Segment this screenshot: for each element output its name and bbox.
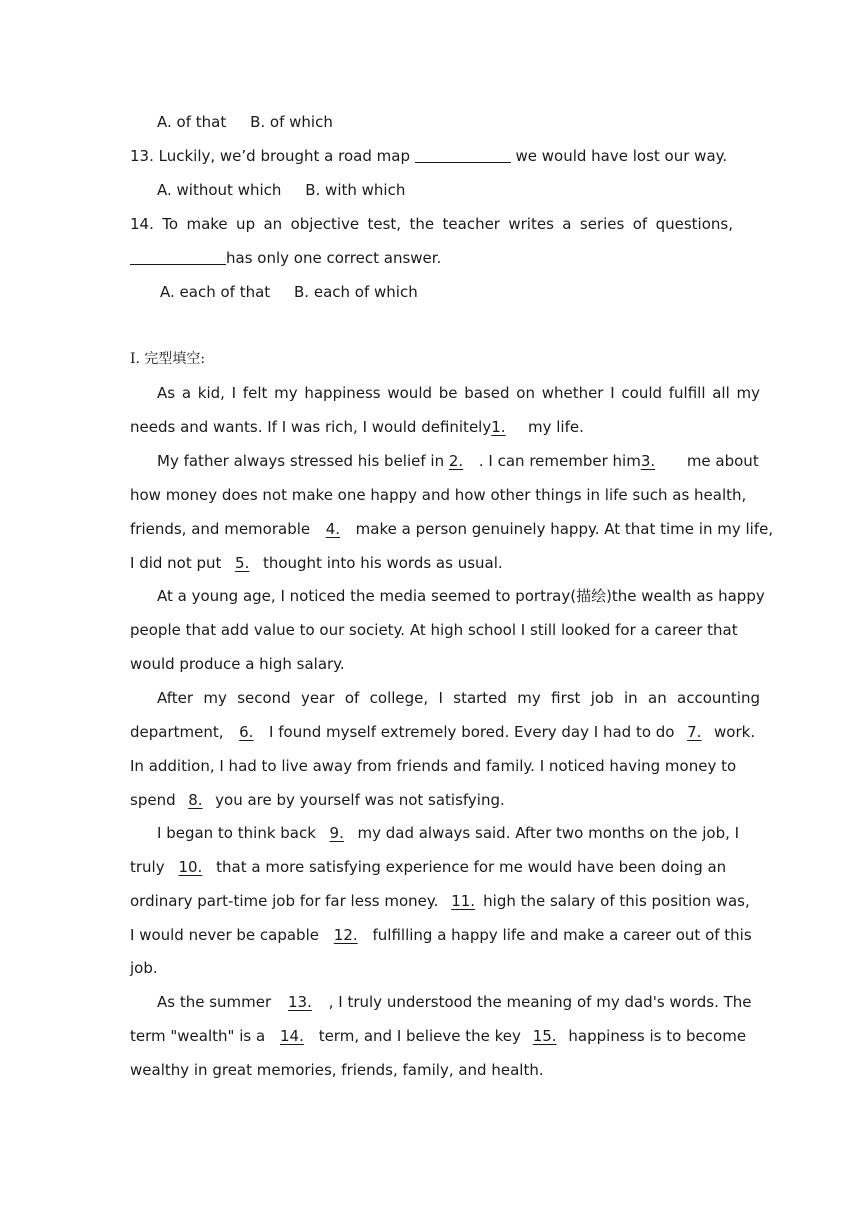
q13-options bbox=[130, 180, 760, 200]
q13-blank bbox=[415, 147, 511, 163]
blank-2: 2. bbox=[448, 452, 464, 470]
q12-options bbox=[130, 112, 760, 132]
q12-option-b: B. of which bbox=[250, 113, 333, 131]
q13-stem: 13. Luckily, we’d brought a road map we would have lost our way. bbox=[130, 147, 728, 165]
passage-p5-line4: I would never be capable 12. fulfilling a happy life and make a career out of this bbox=[130, 926, 752, 944]
passage-p3-line3: would produce a high salary. bbox=[130, 655, 345, 673]
passage-p6-line2: term "wealth" is a 14. term, and I believe the key 15. happiness is to become bbox=[130, 1027, 747, 1045]
blank-8: 8. bbox=[188, 791, 203, 809]
passage-p5-line3: ordinary part-time job for far less money. 11. high the salary of this position was, bbox=[130, 892, 750, 910]
passage-p1-line1: As a kid, I felt my happiness would be based on whether I could fulfill all my bbox=[157, 384, 760, 402]
blank-9: 9. bbox=[329, 824, 344, 842]
q13-option-a: A. without which bbox=[157, 181, 282, 199]
q14-options bbox=[130, 282, 763, 302]
passage-p2-line1: My father always stressed his belief in 2. . I can remember him3. me about bbox=[157, 452, 759, 470]
passage-p4-line3: In addition, I had to live away from friends and family. I noticed having money to bbox=[130, 757, 737, 775]
blank-5: 5. bbox=[235, 554, 250, 572]
blank-12: 12. bbox=[333, 926, 358, 944]
passage-p4-line2: department, 6. I found myself extremely bored. Every day I had to do 7. work. bbox=[130, 723, 756, 741]
blank-7: 7. bbox=[687, 723, 702, 741]
passage-p2-line4: I did not put 5. thought into his words as usual. bbox=[130, 554, 503, 572]
q14-option-a: A. each of that bbox=[160, 283, 271, 301]
passage-p3-line1: At a young age, I noticed the media seemed to portray(描绘)the wealth as happy bbox=[157, 587, 765, 605]
blank-4: 4. bbox=[325, 520, 341, 538]
passage-p4-line4: spend 8. you are by yourself was not satisfying. bbox=[130, 791, 505, 809]
q14-stem-line2: has only one correct answer. bbox=[130, 248, 733, 268]
passage-p2-line2: how money does not make one happy and how other things in life such as health, bbox=[130, 486, 747, 504]
blank-11: 11. bbox=[451, 892, 476, 910]
q14-blank bbox=[130, 249, 226, 265]
passage-p6-line1: As the summer 13. , I truly understood the meaning of my dad's words. The bbox=[157, 993, 752, 1011]
blank-6: 6. bbox=[239, 723, 254, 741]
passage-p5-line2: truly 10. that a more satisfying experience for me would have been doing an bbox=[130, 858, 727, 876]
blank-14: 14. bbox=[279, 1027, 304, 1045]
q14-option-b: B. each of which bbox=[294, 283, 418, 301]
passage-p6-line3: wealthy in great memories, friends, family, and health. bbox=[130, 1061, 544, 1079]
section-heading: I. 完型填空: bbox=[130, 351, 206, 367]
blank-3: 3. bbox=[640, 452, 656, 470]
q14-stem-line1: 14. To make up an objective test, the teacher writes a series of questions, bbox=[130, 215, 733, 233]
passage-p1-line2: needs and wants. If I was rich, I would definitely1. my life. bbox=[130, 418, 584, 436]
q13-option-b: B. with which bbox=[305, 181, 406, 199]
passage-p2-line3: friends, and memorable 4. make a person genuinely happy. At that time in my life, bbox=[130, 520, 774, 538]
passage-p4-line1: After my second year of college, I started my first job in an accounting bbox=[157, 689, 760, 707]
blank-10: 10. bbox=[178, 858, 203, 876]
blank-13: 13. bbox=[288, 993, 312, 1011]
blank-15: 15. bbox=[532, 1027, 557, 1045]
passage-p5-line5: job. bbox=[130, 959, 158, 977]
passage-p5-line1: I began to think back 9. my dad always said. After two months on the job, I bbox=[157, 824, 740, 842]
blank-1: 1. bbox=[491, 418, 506, 436]
q12-option-a: A. of that bbox=[157, 113, 227, 131]
passage-p3-line2: people that add value to our society. At high school I still looked for a career that bbox=[130, 621, 738, 639]
